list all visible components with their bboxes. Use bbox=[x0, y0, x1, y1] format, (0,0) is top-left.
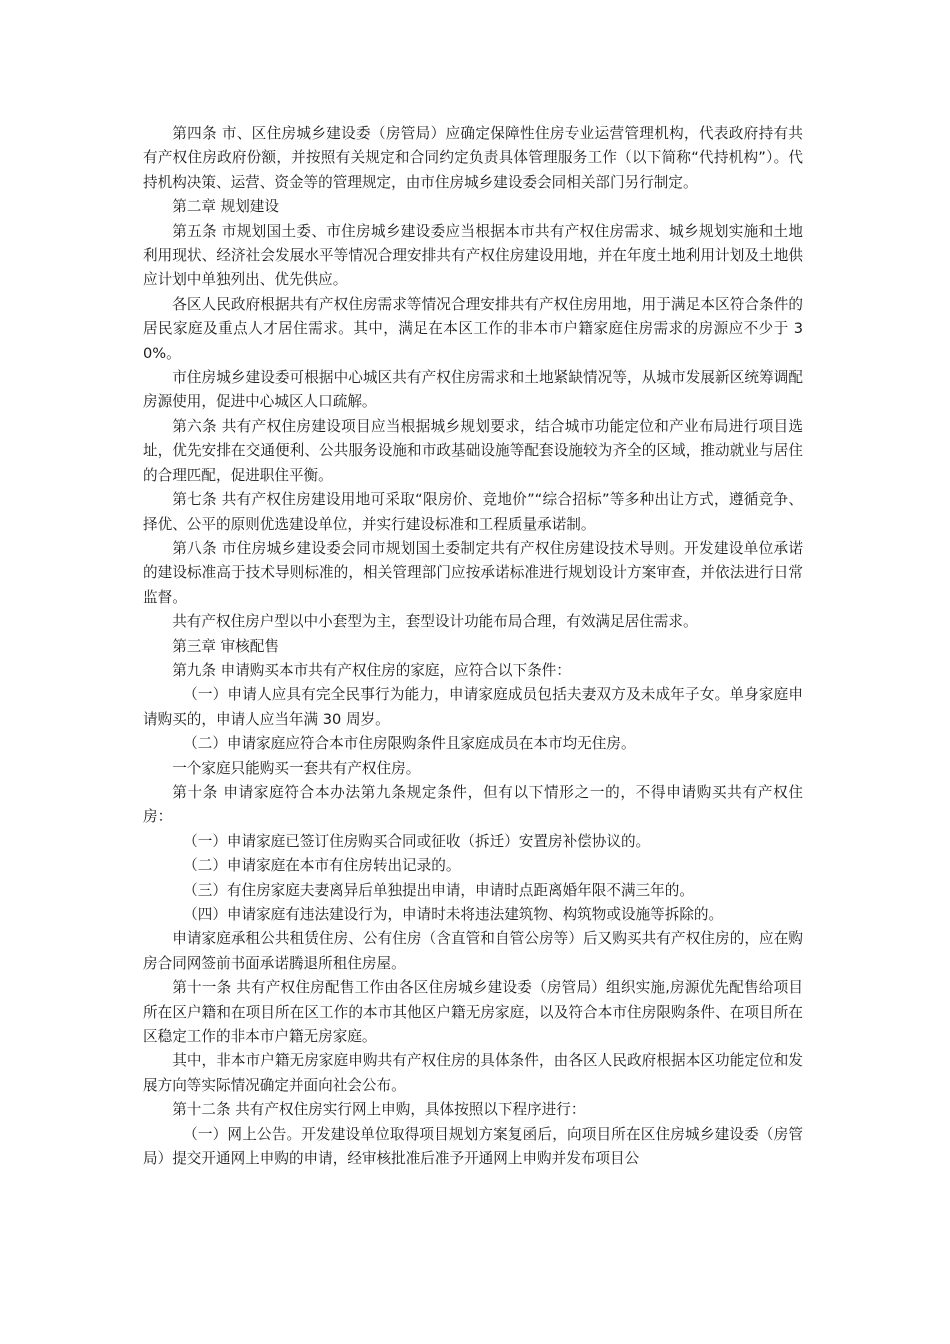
article-10: 第十条 申请家庭符合本办法第九条规定条件，但有以下情形之一的，不得申请购买共有产权住房： bbox=[143, 783, 803, 826]
article-9: 第九条 申请购买本市共有产权住房的家庭，应符合以下条件： bbox=[172, 661, 571, 679]
article-4: 第四条 市、区住房城乡建设委（房管局）应确定保障性住房专业运营管理机构，代表政府持有共有产权住房政府份额，并按照有关规定和合同约定负责具体管理服务工作（以下简称“代持机构”）。代持机构决策、运营、资金等的管理规定，由市住房城乡建设委会同相关部门另行制定。 bbox=[143, 125, 803, 191]
chapter-3-heading: 第三章 审核配售 bbox=[172, 637, 279, 655]
chapter-2-heading: 第二章 规划建设 bbox=[172, 198, 279, 216]
article-12-item-1: （一）网上公告。开发建设单位取得项目规划方案复函后，向项目所在区住房城乡建设委（房管局）提交开通网上申购的申请，经审核批准后准予开通网上申购并发布项目公 bbox=[143, 1125, 803, 1168]
article-6: 第六条 共有产权住房建设项目应当根据城乡规划要求，结合城市功能定位和产业布局进行项目选址，优先安排在交通便利、公共服务设施和市政基础设施等配套设施较为齐全的区域，推动就业与居住的合理匹配，促进职住平衡。 bbox=[143, 417, 803, 484]
article-10-item-4: （四）申请家庭有违法建设行为，申请时未将违法建筑物、构筑物或设施等拆除的。 bbox=[183, 906, 724, 923]
article-7: 第七条 共有产权住房建设用地可采取“限房价、竞地价”“综合招标”等多种出让方式，遵循竞争、择优、公平的原则优选建设单位，并实行建设标准和工程质量承诺制。 bbox=[143, 491, 803, 533]
document-body bbox=[143, 122, 803, 1171]
article-5-para-3: 市住房城乡建设委可根据中心城区共有产权住房需求和土地紧缺情况等，从城市发展新区统筹调配房源使用，促进中心城区人口疏解。 bbox=[143, 369, 803, 411]
article-5: 第五条 市规划国土委、市住房城乡建设委应当根据本市共有产权住房需求、城乡规划实施和土地利用现状、经济社会发展水平等情况合理安排共有产权住房建设用地，并在年度土地利用计划及土地供应计划中单独列出、优先供应。 bbox=[143, 222, 803, 289]
article-9-item-2: （二）申请家庭应符合本市住房限购条件且家庭成员在本市均无住房。 bbox=[183, 735, 636, 753]
article-12: 第十二条 共有产权住房实行网上申购，具体按照以下程序进行： bbox=[172, 1101, 586, 1119]
article-11: 第十一条 共有产权住房配售工作由各区住房城乡建设委（房管局）组织实施,房源优先配售给项目所在区户籍和在项目所在区工作的本市其他区户籍无房家庭，以及符合本市住房限购条件、在项目所在区稳定工作的非本市户籍无房家庭。 bbox=[143, 979, 803, 1046]
article-11-para-2: 其中，非本市户籍无房家庭申购共有产权住房的具体条件，由各区人民政府根据本区功能定位和发展方向等实际情况确定并面向社会公布。 bbox=[143, 1052, 803, 1094]
article-5-para-2: 各区人民政府根据共有产权住房需求等情况合理安排共有产权住房用地，用于满足本区符合条件的居民家庭及重点人才居住需求。其中，满足在本区工作的非本市户籍家庭住房需求的房源应不少于 30%。 bbox=[143, 295, 803, 362]
article-8: 第八条 市住房城乡建设委会同市规划国土委制定共有产权住房建设技术导则。开发建设单位承诺的建设标准高于技术导则标准的，相关管理部门应按承诺标准进行规划设计方案审查，并依法进行日常监督。 bbox=[143, 539, 803, 606]
article-10-para-2: 申请家庭承租公共租赁住房、公有住房（含直管和自管公房等）后又购买共有产权住房的，应在购房合同网签前书面承诺腾退所租住房屋。 bbox=[143, 930, 803, 972]
article-8-para-2: 共有产权住房户型以中小套型为主，套型设计功能布局合理，有效满足居住需求。 bbox=[172, 613, 698, 631]
article-9-item-1: （一）申请人应具有完全民事行为能力，申请家庭成员包括夫妻双方及未成年子女。单身家庭申请购买的，申请人应当年满 30 周岁。 bbox=[143, 686, 803, 728]
article-10-item-1: （一）申请家庭已签订住房购买合同或征收（拆迁）安置房补偿协议的。 bbox=[183, 832, 651, 850]
article-10-item-2: （二）申请家庭在本市有住房转出记录的。 bbox=[183, 857, 461, 875]
article-10-item-3: （三）有住房家庭夫妻离异后单独提出申请，申请时点距离婚年限不满三年的。 bbox=[183, 881, 694, 899]
article-9-para-2: 一个家庭只能购买一套共有产权住房。 bbox=[172, 759, 421, 777]
